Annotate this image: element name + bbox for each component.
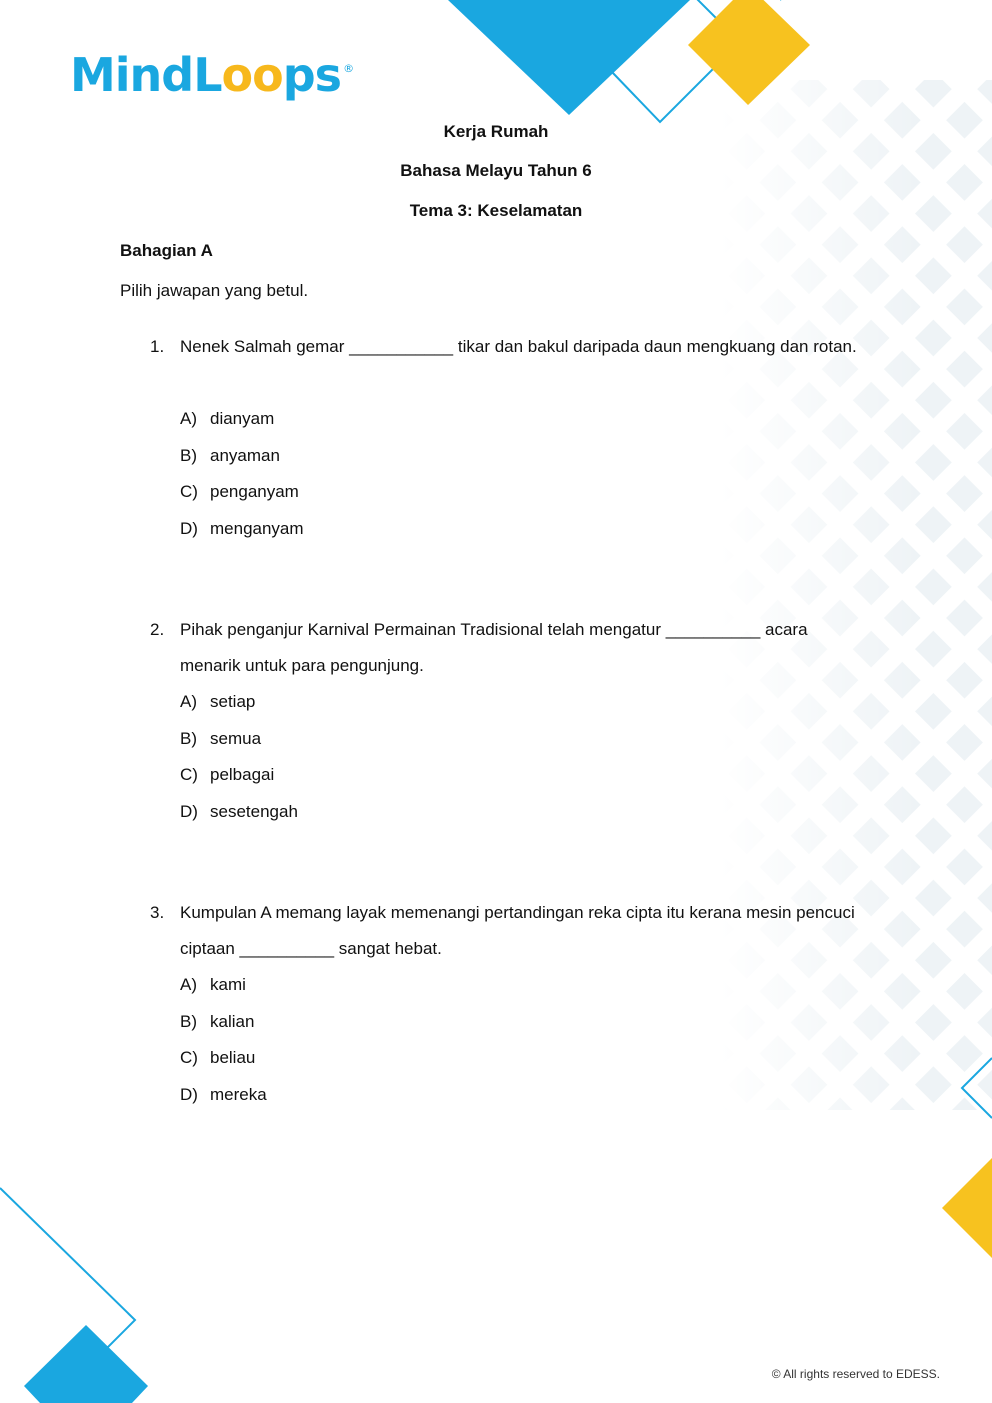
- bottom-outline-diamond: [0, 1188, 135, 1365]
- question-number: 2.: [150, 620, 165, 639]
- option-text: kami: [210, 975, 246, 994]
- option-d[interactable]: [180, 802, 298, 839]
- section-heading: Bahagian A: [120, 241, 213, 260]
- option-text: mereka: [210, 1084, 267, 1104]
- option-letter: B): [180, 728, 197, 748]
- option-text: anyaman: [210, 445, 280, 465]
- question-stem: Nenek Salmah gemar ___________ tikar dan bakul daripada daun mengkuang dan rotan.: [180, 337, 857, 356]
- option-letter: D): [180, 1084, 198, 1104]
- option-letter: A): [180, 409, 197, 428]
- option-c[interactable]: [180, 765, 298, 802]
- option-text: pelbagai: [210, 765, 275, 784]
- option-d[interactable]: [180, 1085, 267, 1122]
- option-letter: D): [180, 801, 198, 821]
- right-yellow-diamond: [942, 1158, 992, 1258]
- option-text: penganyam: [210, 482, 299, 501]
- worksheet-subject: Bahasa Melayu Tahun 6: [400, 161, 592, 180]
- registered-mark: ®: [343, 62, 354, 75]
- option-letter: C): [180, 1048, 198, 1067]
- option-letter: B): [180, 1011, 197, 1031]
- option-list: [180, 692, 298, 838]
- mindloops-logo: [70, 48, 353, 102]
- logo-text-part: MindL: [70, 48, 222, 102]
- question-stem: Kumpulan A memang layak memenangi pertandingan reka cipta itu kerana mesin pencuci ciptaan __________ sangat hebat.: [180, 903, 855, 958]
- option-c[interactable]: [180, 1048, 267, 1085]
- option-text: sesetengah: [210, 801, 298, 821]
- copyright-footer: © All rights reserved to EDESS.: [771, 1367, 940, 1381]
- option-b[interactable]: [180, 1012, 267, 1049]
- option-text: semua: [210, 728, 262, 748]
- option-letter: A): [180, 692, 197, 711]
- option-text: kalian: [210, 1011, 255, 1031]
- logo-text-part: ps: [282, 48, 342, 102]
- option-text: dianyam: [210, 409, 275, 428]
- option-text: beliau: [210, 1048, 256, 1067]
- worksheet-title: Kerja Rumah: [443, 122, 549, 141]
- section-instruction: Pilih jawapan yang betul.: [120, 281, 309, 300]
- option-letter: D): [180, 518, 198, 538]
- option-d[interactable]: [180, 519, 304, 556]
- bottom-blue-diamond: [24, 1325, 148, 1403]
- question-number: 3.: [150, 903, 165, 922]
- logo-loop: oo: [221, 48, 283, 102]
- option-a[interactable]: [180, 975, 267, 1012]
- option-b[interactable]: [180, 729, 298, 766]
- option-text: menganyam: [210, 518, 304, 538]
- option-letter: B): [180, 445, 197, 465]
- option-b[interactable]: [180, 446, 304, 483]
- option-list: [180, 409, 304, 555]
- option-letter: A): [180, 975, 197, 994]
- option-list: [180, 975, 267, 1121]
- option-a[interactable]: [180, 409, 304, 446]
- question-number: 1.: [150, 337, 165, 356]
- question-stem: Pihak penganjur Karnival Permainan Tradisional telah mengatur __________ acara menarik untuk para pengunjung.: [180, 620, 808, 675]
- option-letter: C): [180, 482, 198, 501]
- option-a[interactable]: [180, 692, 298, 729]
- option-letter: C): [180, 765, 198, 784]
- top-blue-triangle: [448, 0, 690, 115]
- option-c[interactable]: [180, 482, 304, 519]
- option-text: setiap: [210, 692, 256, 711]
- worksheet-theme: Tema 3: Keselamatan: [409, 201, 583, 220]
